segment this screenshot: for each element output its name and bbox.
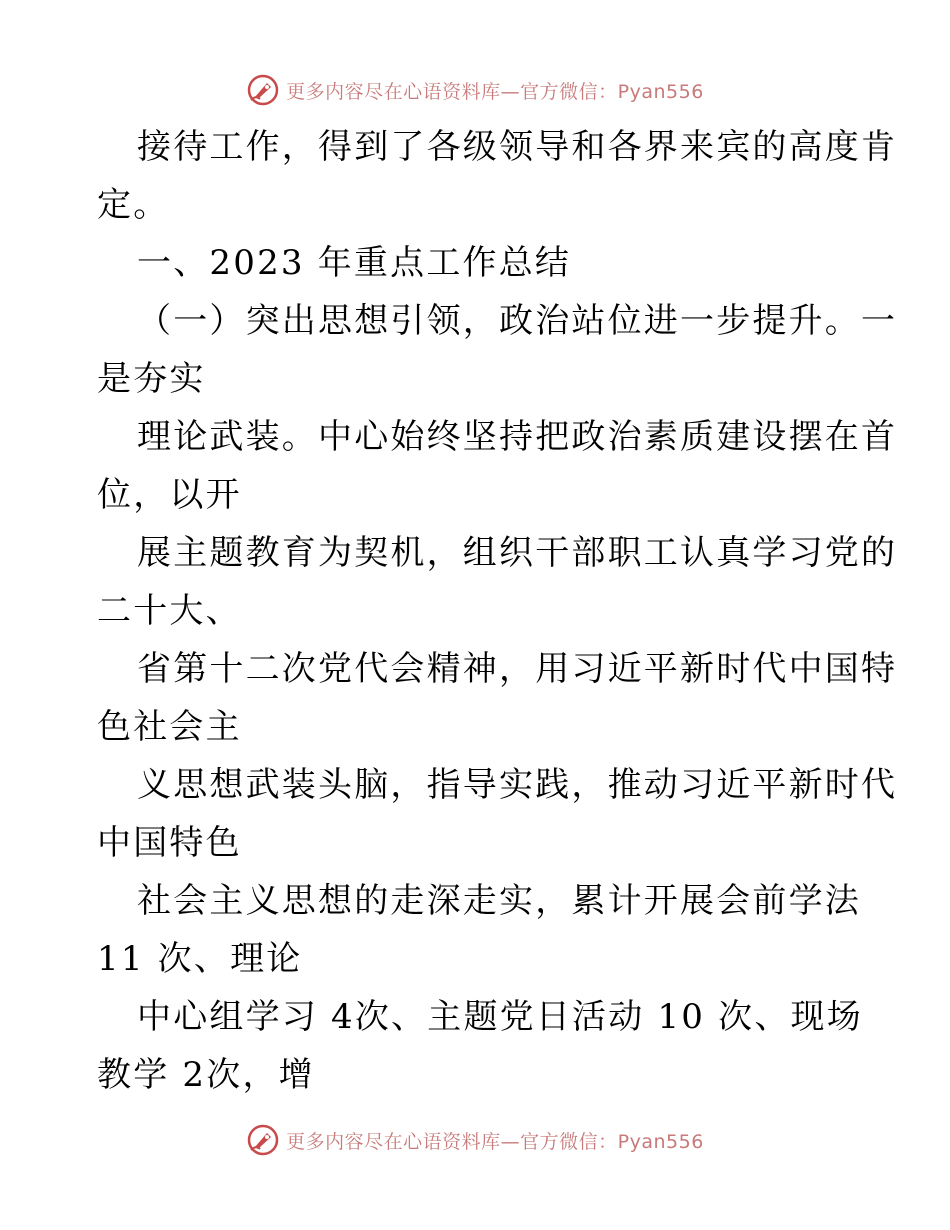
paragraph-line-12: 义思想武装头脑，指导实践，推动习近平新时代 [137, 765, 898, 805]
paragraph-line-14: 社会主义思想的走深走实，累计开展会前学法 [137, 881, 861, 921]
paragraph-line-6: 理论武装。中心始终坚持把政治素质建设摆在首 [137, 417, 898, 457]
paragraph-line-5: 是夯实 [97, 359, 206, 399]
paragraph-line-16: 中心组学习 4次、主题党日活动 10 次、现场 [137, 997, 863, 1037]
paragraph-line-11: 色社会主 [97, 707, 242, 747]
paragraph-line-15: 11 次、理论 [97, 939, 303, 979]
section-heading: 一、2023 年重点工作总结 [137, 243, 572, 283]
paragraph-line-17: 教学 2次，增 [97, 1055, 315, 1095]
header-watermark [0, 70, 950, 110]
subsection-heading-line: （一）突出思想引领，政治站位进一步提升。一 [137, 301, 898, 341]
footer-watermark [0, 1120, 950, 1160]
watermark-site-text: 更多内容尽在心语资料库 [286, 1130, 501, 1153]
paragraph-line-10: 省第十二次党代会精神，用习近平新时代中国特 [137, 649, 898, 689]
watermark-wechat-text: 官方微信：Pyan556 [520, 80, 704, 103]
paragraph-line-8: 展主题教育为契机，组织干部职工认真学习党的 [137, 533, 898, 573]
pen-nib-logo-icon [246, 73, 280, 107]
paragraph-line-1: 接待工作，得到了各级领导和各界来宾的高度肯 [137, 127, 898, 167]
watermark-site-text: 更多内容尽在心语资料库 [286, 80, 501, 103]
document-body [97, 118, 898, 1104]
paragraph-line-13: 中国特色 [97, 823, 242, 863]
pen-nib-logo-icon [246, 1123, 280, 1157]
paragraph-line-2: 定。 [97, 185, 170, 225]
watermark-wechat-text: 官方微信：Pyan556 [520, 1130, 704, 1153]
watermark-separator: — [500, 80, 521, 103]
watermark-text [286, 77, 704, 104]
paragraph-line-9: 二十大、 [97, 591, 242, 631]
paragraph-line-7: 位，以开 [97, 475, 242, 515]
watermark-separator: — [500, 1130, 521, 1153]
watermark-text [286, 1127, 704, 1154]
